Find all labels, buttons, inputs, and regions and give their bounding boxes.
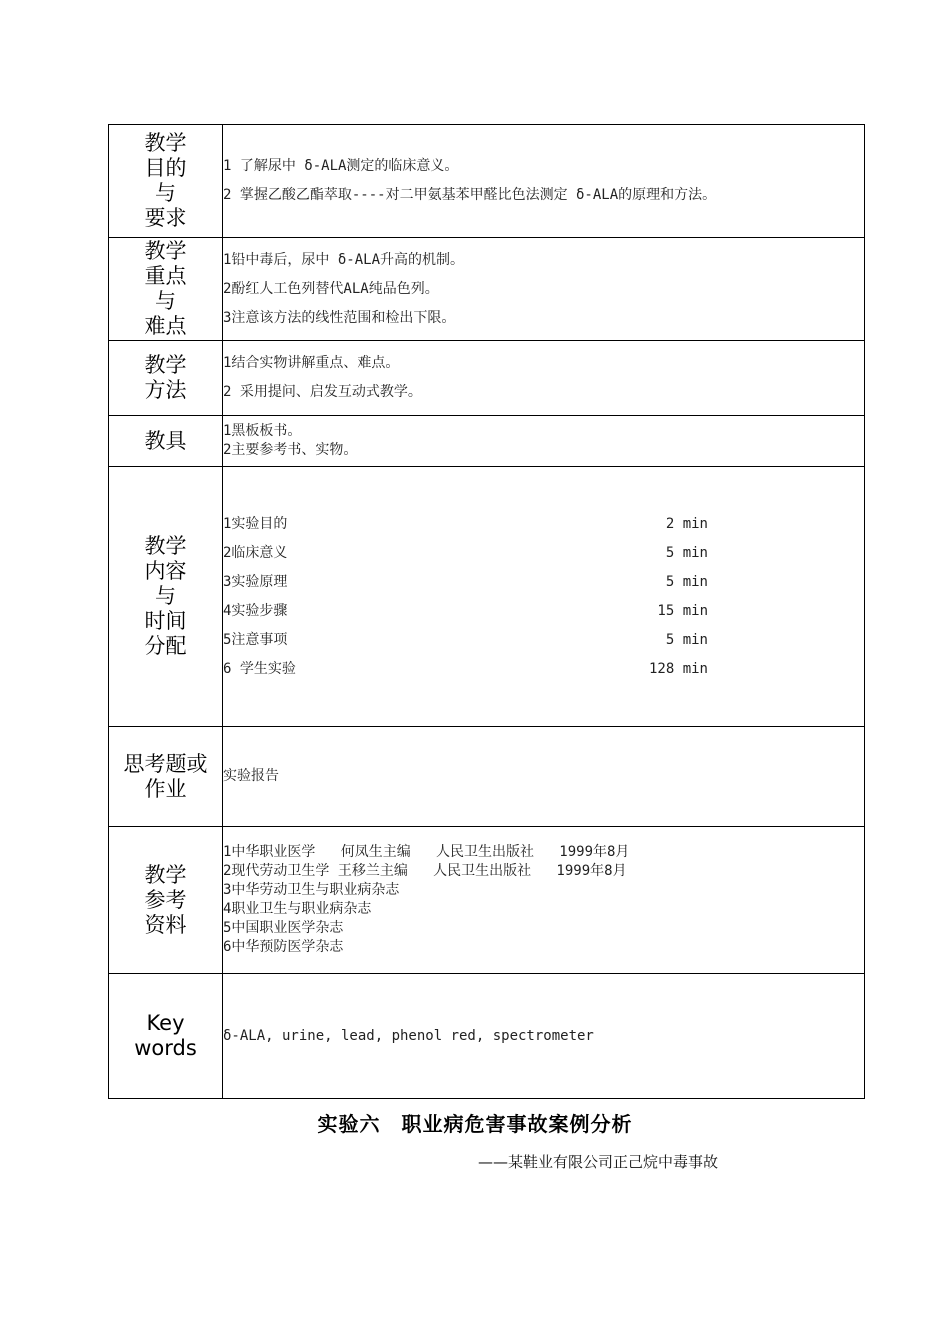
- row-label: Key words: [109, 974, 223, 1099]
- table-row: [109, 125, 865, 238]
- table-row: [109, 341, 865, 416]
- table-row: [109, 416, 865, 467]
- objectives-content: [223, 125, 865, 238]
- section-subheading: ——某鞋业有限公司正己烷中毒事故: [478, 1153, 719, 1171]
- schedule-item: 1实验目的 2 min: [223, 515, 708, 532]
- objective-line: 2 掌握乙酸乙酯萃取----对二甲氨基苯甲醛比色法测定 δ-ALA的原理和方法。: [223, 187, 717, 203]
- reference-line: 2现代劳动卫生学 王移兰主编 人民卫生出版社 1999年8月: [223, 863, 627, 879]
- method-line: 2 采用提问、启发互动式教学。: [223, 384, 422, 400]
- key-point-line: 3注意该方法的线性范围和检出下限。: [223, 309, 456, 326]
- lesson-plan-table: [108, 124, 865, 1099]
- keywords-line: δ-ALA, urine, lead, phenol red, spectrometer: [223, 1028, 594, 1044]
- schedule-item: 5注意事项 5 min: [223, 631, 708, 648]
- reference-line: 6中华预防医学杂志: [223, 939, 344, 955]
- key-points-content: [223, 238, 865, 341]
- row-label: 教学 重点 与 难点: [109, 238, 223, 341]
- table-row: [109, 827, 865, 974]
- table-row: [109, 974, 865, 1099]
- schedule-item: 4实验步骤 15 min: [223, 602, 708, 619]
- schedule-item: 3实验原理 5 min: [223, 573, 708, 590]
- homework-content: [223, 727, 865, 827]
- method-line: 1结合实物讲解重点、难点。: [223, 355, 400, 371]
- row-label: 教学 参考 资料: [109, 827, 223, 974]
- reference-line: 3中华劳动卫生与职业病杂志: [223, 882, 400, 898]
- table-row: [109, 727, 865, 827]
- schedule-item: 2临床意义 5 min: [223, 544, 708, 561]
- table-row: [109, 238, 865, 341]
- reference-line: 4职业卫生与职业病杂志: [223, 901, 372, 917]
- objective-line: 1 了解尿中 δ-ALA测定的临床意义。: [223, 158, 459, 174]
- keywords-content: [223, 974, 865, 1099]
- references-content: [223, 827, 865, 974]
- reference-line: 5中国职业医学杂志: [223, 920, 344, 936]
- table-row: [109, 467, 865, 727]
- row-label: 教学 方法: [109, 341, 223, 416]
- section-heading: 实验六 职业病危害事故案例分析: [317, 1112, 633, 1136]
- row-label: 思考题或 作业: [109, 727, 223, 827]
- key-point-line: 1铅中毒后，尿中 δ-ALA升高的机制。: [223, 251, 465, 268]
- row-label: 教学 内容 与 时间 分配: [109, 467, 223, 727]
- methods-content: [223, 341, 865, 416]
- aid-line: 1黑板板书。: [223, 423, 302, 439]
- schedule-item: 6 学生实验 128 min: [223, 660, 708, 677]
- schedule-content: [223, 467, 865, 727]
- key-point-line: 2酚红人工色列替代ALA纯品色列。: [223, 280, 439, 297]
- homework-line: 实验报告: [223, 768, 279, 784]
- aid-line: 2主要参考书、实物。: [223, 442, 358, 458]
- row-label: 教具: [109, 416, 223, 467]
- reference-line: 1中华职业医学 何凤生主编 人民卫生出版社 1999年8月: [223, 844, 630, 860]
- teaching-aids-content: [223, 416, 865, 467]
- row-label: 教学 目的 与 要求: [109, 125, 223, 238]
